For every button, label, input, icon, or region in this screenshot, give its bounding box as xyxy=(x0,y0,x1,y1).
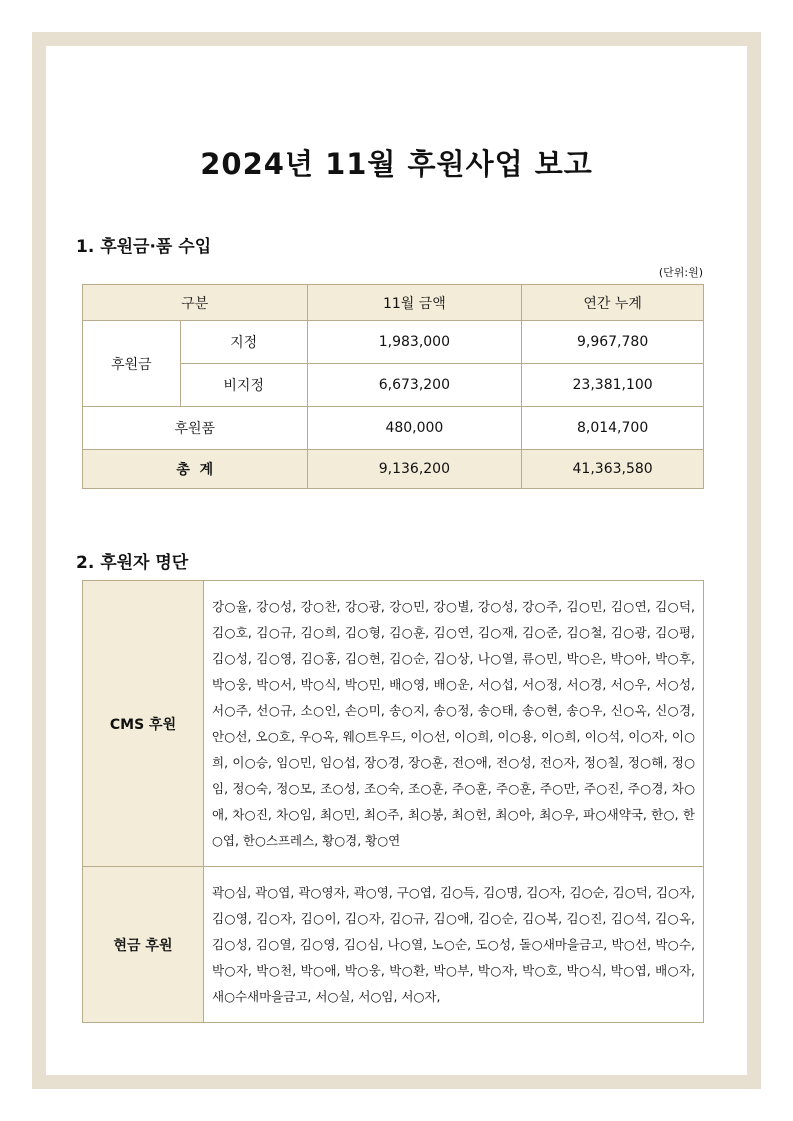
section2-heading: 2. 후원자 명단 xyxy=(76,553,189,573)
undesignated-label: 비지정 xyxy=(180,364,307,407)
designated-annual: 9,967,780 xyxy=(522,321,704,364)
table-row xyxy=(83,407,704,450)
total-month: 9,136,200 xyxy=(307,450,522,489)
total-annual: 41,363,580 xyxy=(522,450,704,489)
income-table xyxy=(82,284,704,489)
donation-group-label: 후원금 xyxy=(83,321,181,407)
cms-label: CMS 후원 xyxy=(83,581,204,867)
undesignated-month: 6,673,200 xyxy=(307,364,522,407)
undesignated-annual: 23,381,100 xyxy=(522,364,704,407)
header-month: 11월 금액 xyxy=(307,285,522,321)
cash-label: 현금 후원 xyxy=(83,867,204,1023)
document-title: 2024년 11월 후원사업 보고 xyxy=(200,147,593,181)
designated-month: 1,983,000 xyxy=(307,321,522,364)
designated-label: 지정 xyxy=(180,321,307,364)
unit-label: (단위:원) xyxy=(658,266,703,279)
header-category: 구분 xyxy=(83,285,308,321)
section1-heading: 1. 후원금·품 수입 xyxy=(76,237,212,257)
document-page xyxy=(46,46,747,1075)
total-row xyxy=(83,450,704,489)
table-row xyxy=(83,581,704,867)
table-row xyxy=(83,321,704,364)
header-annual: 연간 누계 xyxy=(522,285,704,321)
goods-label: 후원품 xyxy=(83,407,308,450)
goods-month: 480,000 xyxy=(307,407,522,450)
cms-donor-names: 강○율, 강○성, 강○찬, 강○광, 강○민, 강○별, 강○성, 강○주, 김○민, 김○연, 김○덕, 김○호, 김○규, 김○희, 김○형, 김○훈, 김○연, 김○재, 김○준, 김○철, 김○광, 김○평, 김○성, 김○영, 김○홍, 김○현, 김○순, 김○상, 나○열, 류○민, 박○은, 박○아, 박○후, 박○웅, 박○서, 박○식, 박○민, 배○영, 배○운, 서○섭, 서○정, 서○경, 서○우, 서○성, 서○주, 선○규, 소○인, 손○미, 송○지, 송○정, 송○태, 송○현, 송○우, 신○옥, 신○경, 안○선, 오○호, 우○옥, 웨○트우드, 이○선, 이○희, 이○용, 이○희, 이○석, 이○자, 이○희, 이○승, 임○민, 임○섭, 장○경, 장○훈, 전○애, 전○성, 전○자, 정○칠, 정○해, 정○임, 정○숙, 정○모, 조○성, 조○숙, 조○훈, 주○훈, 주○훈, 주○만, 주○진, 주○경, 차○애, 차○진, 차○임, 최○민, 최○주, 최○봉, 최○헌, 최○아, 최○우, 파○새약국, 한○, 한○엽, 한○스프레스, 황○경, 황○연 xyxy=(204,581,704,867)
cash-donor-names: 곽○심, 곽○엽, 곽○영자, 곽○영, 구○엽, 김○득, 김○명, 김○자, 김○순, 김○덕, 김○자, 김○영, 김○자, 김○이, 김○자, 김○규, 김○애, 김○순, 김○복, 김○진, 김○석, 김○옥, 김○성, 김○열, 김○영, 김○심, 나○열, 노○순, 도○성, 돌○새마을금고, 박○선, 박○수, 박○자, 박○천, 박○애, 박○웅, 박○환, 박○부, 박○자, 박○호, 박○식, 박○엽, 배○자, 새○수새마을금고, 서○실, 서○임, 서○자, xyxy=(204,867,704,1023)
total-label: 총 계 xyxy=(83,450,308,489)
table-header-row xyxy=(83,285,704,321)
donor-list-table xyxy=(82,580,704,1023)
table-row xyxy=(83,867,704,1023)
goods-annual: 8,014,700 xyxy=(522,407,704,450)
page-border xyxy=(32,32,761,1089)
